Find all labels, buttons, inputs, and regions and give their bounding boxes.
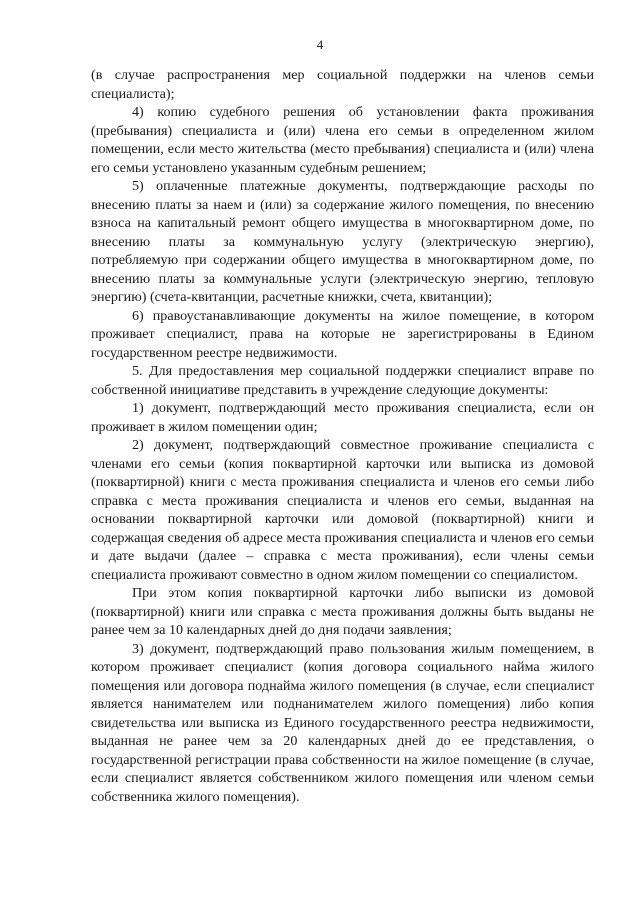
paragraph: 3) документ, подтверждающий право пользования жилым помещением, в котором проживает специалист (копия договора социального найма жилого помещения или договора поднайма жилого помещения (в случае, если специалист является нанимателем или поднанимателем жилого помещения) либо копия свидетельства или выписка из Единого государственного реестра недвижимости, выданная не ранее чем за 20 календарных дней до ее представления, о государственной регистрации права собственности на жилое помещение (в случае, если специалист является собственником жилого помещения или членом семьи собственника жилого помещения).	[91, 640, 594, 805]
paragraph: 5. Для предоставления мер социальной поддержки специалист вправе по собственной инициативе представить в учреждение следующие документы:	[91, 363, 594, 398]
paragraph: 2) документ, подтверждающий совместное проживание специалиста с членами его семьи (копия поквартирной карточки или выписка из домовой (поквартирной) книги с места проживания специалиста и членов его семьи либо справка с места проживания специалиста и членов его семьи, выданная на основании поквартирной карточки или домовой (поквартирной) книги и содержащая сведения об адресе места проживания специалиста и членов его семьи и дате выдачи (далее – справка с места проживания), если члены семьи специалиста проживают совместно в одном жилом помещении со специалистом.	[91, 437, 594, 583]
document-body	[91, 66, 594, 806]
paragraph: 1) документ, подтверждающий место проживания специалиста, если он проживает в жилом помещении один;	[91, 400, 594, 435]
paragraph: При этом копия поквартирной карточки либо выписки из домовой (поквартирной) книги или справка с места проживания должны быть выданы не ранее чем за 10 календарных дней до дня подачи заявления;	[91, 585, 594, 638]
paragraph: 4) копию судебного решения об установлении факта проживания (пребывания) специалиста и (или) члена его семьи в определенном жилом помещении, если место жительства (место пребывания) специалиста и (или) члена его семьи установлено указанным судебным решением;	[91, 104, 594, 176]
page-number: 4	[316, 37, 324, 52]
paragraph: 5) оплаченные платежные документы, подтверждающие расходы по внесению платы за наем и (или) за содержание жилого помещения, по внесению взноса на капитальный ремонт общего имущества в многоквартирном доме, по внесению платы за коммунальную услугу (электрическую энергию), потребляемую при содержании общего имущества в многоквартирном доме, по внесению платы за коммунальные услуги (электрическую энергию, тепловую энергию) (счета-квитанции, расчетные книжки, счета, квитанции);	[91, 178, 594, 305]
paragraph: 6) правоустанавливающие документы на жилое помещение, в котором проживает специалист, права на которые не зарегистрированы в Едином государственном реестре недвижимости.	[91, 307, 594, 361]
paragraph: (в случае распространения мер социальной поддержки на членов семьи специалиста);	[91, 67, 594, 102]
